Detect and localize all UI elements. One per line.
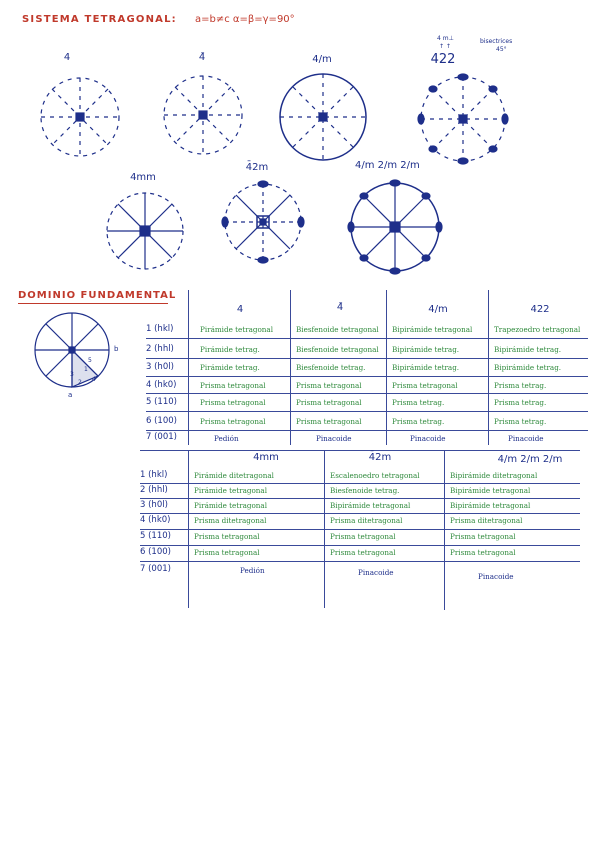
stereogram-4bar2m bbox=[222, 181, 304, 263]
table1-cell: Prisma tetrag. bbox=[494, 398, 547, 407]
group-label-4m: 4/m bbox=[312, 54, 332, 65]
section-title-underline bbox=[18, 303, 168, 304]
table1-cell: Prisma tetragonal bbox=[200, 381, 266, 390]
section-title-fundamental-domain: DOMINIO FUNDAMENTAL bbox=[18, 290, 177, 301]
table1-cell: Prisma tetragonal bbox=[200, 417, 266, 426]
table1-cell: Prisma tetrag. bbox=[392, 417, 445, 426]
table1-row-label: 4 (hk0) bbox=[146, 380, 177, 390]
group-label-4bar2m: 4̄2m bbox=[245, 162, 269, 173]
table1-header: 4̄ bbox=[336, 302, 344, 313]
table2-top-line bbox=[140, 450, 580, 451]
table1-cell: Bipirámide tetrag. bbox=[494, 363, 562, 372]
group-label-4mm: 4mm bbox=[130, 172, 156, 183]
table2-header: 4̄2m bbox=[368, 452, 392, 463]
table2-row-label: 7 (001) bbox=[140, 564, 171, 574]
table2-row-label: 6 (100) bbox=[140, 547, 171, 557]
table1-header: 4/m bbox=[428, 304, 448, 315]
svg-text:5: 5 bbox=[88, 357, 92, 364]
table1-row-line bbox=[146, 411, 588, 412]
table2-cell: Biesfenoide tetrag. bbox=[330, 486, 400, 495]
note-top: 4 m⊥ bbox=[437, 35, 454, 42]
table2-row-line bbox=[140, 545, 580, 546]
stereogram-422 bbox=[418, 74, 508, 164]
table2-row-line bbox=[140, 529, 580, 530]
table2-cell: Pirámide tetragonal bbox=[194, 486, 268, 495]
note-arrows: ↑ ↑ bbox=[439, 43, 451, 50]
table2-row-line bbox=[140, 561, 580, 562]
table1-row-line bbox=[146, 430, 588, 431]
group-label-422: 422 bbox=[430, 52, 456, 67]
note-45: 45° bbox=[496, 46, 507, 53]
crystal-conditions: a=b≠c α=β=γ=90° bbox=[195, 14, 295, 25]
table2-row-label: 5 (110) bbox=[140, 531, 171, 541]
stereogram-4m2m2m bbox=[348, 180, 442, 274]
table1-cell: Prisma tetragonal bbox=[200, 398, 266, 407]
table1-row-label: 7 (001) bbox=[146, 432, 177, 442]
table2-cell: Bipirámide ditetragonal bbox=[450, 471, 538, 480]
table2-cell: Bipirámide tetragonal bbox=[330, 501, 411, 510]
group-label-4m2m2m: 4/m 2/m 2/m bbox=[355, 160, 420, 171]
table2-row-label: 2 (hhl) bbox=[140, 485, 168, 495]
stereogram-4bar bbox=[164, 76, 242, 154]
table1-cell: Prisma tetragonal bbox=[296, 381, 362, 390]
table1-cell: Bipirámide tetrag. bbox=[392, 345, 460, 354]
table1-cell: Prisma tetrag. bbox=[392, 398, 445, 407]
table2-cell: Prisma tetragonal bbox=[450, 548, 516, 557]
table1-header: 422 bbox=[530, 304, 550, 315]
table2-cell: Prisma tetragonal bbox=[450, 532, 516, 541]
table1-cell: Prisma tetragonal bbox=[296, 417, 362, 426]
table1-row-label: 2 (hhl) bbox=[146, 344, 174, 354]
table1-cell: Pedión bbox=[214, 434, 239, 443]
table1-cell: Pirámide tetragonal bbox=[200, 325, 274, 334]
table1-row-line bbox=[146, 338, 588, 339]
table1-row-line bbox=[146, 358, 588, 359]
table1-cell: Pinacoide bbox=[410, 434, 446, 443]
table1-cell: Biesfenoide tetragonal bbox=[296, 345, 379, 354]
table1-divider bbox=[488, 290, 489, 445]
table2-header: 4/m 2/m 2/m bbox=[497, 454, 563, 465]
table2-row-label: 3 (h0l) bbox=[140, 500, 168, 510]
table1-cell: Pinacoide bbox=[508, 434, 544, 443]
table2-row-label: 4 (hk0) bbox=[140, 515, 171, 525]
table2-cell: Prisma tetragonal bbox=[330, 532, 396, 541]
svg-text:2: 2 bbox=[78, 379, 82, 386]
table2-cell: Pirámide tetragonal bbox=[194, 501, 268, 510]
table1-cell: Prisma tetragonal bbox=[392, 381, 458, 390]
table1-cell: Pirámide tetrag. bbox=[200, 363, 260, 372]
table1-row-line bbox=[146, 393, 588, 394]
table1-cell: Bipirámide tetrag. bbox=[392, 363, 460, 372]
table2-cell: Pedión bbox=[240, 566, 265, 575]
table2-row-line bbox=[140, 513, 580, 514]
stereogram-4mm bbox=[107, 193, 183, 269]
table2-cell: Prisma ditetragonal bbox=[450, 516, 523, 525]
table1-cell: Bipirámide tetragonal bbox=[392, 325, 473, 334]
table1-divider bbox=[386, 290, 387, 445]
table1-cell: Prisma tetrag. bbox=[494, 381, 547, 390]
table1-cell: Prisma tetrag. bbox=[494, 417, 547, 426]
table2-divider bbox=[444, 450, 445, 610]
table1-cell: Pinacoide bbox=[316, 434, 352, 443]
domain-label-b: b bbox=[114, 345, 119, 353]
table2-cell: Pinacoide bbox=[478, 572, 514, 581]
table1-row-line bbox=[146, 376, 588, 377]
table2-row-line bbox=[140, 483, 580, 484]
table2-cell: Pirámide ditetragonal bbox=[194, 471, 274, 480]
domain-label-a: a bbox=[68, 391, 73, 399]
svg-text:3: 3 bbox=[70, 371, 74, 378]
table1-divider bbox=[290, 290, 291, 445]
stereogram-4 bbox=[41, 78, 119, 156]
table2-cell: Prisma ditetragonal bbox=[330, 516, 403, 525]
svg-text:1: 1 bbox=[84, 366, 88, 373]
table2-row-label: 1 (hkl) bbox=[140, 470, 168, 480]
table2-cell: Bipirámide tetragonal bbox=[450, 501, 531, 510]
table1-cell: Biesfenoide tetrag. bbox=[296, 363, 366, 372]
svg-text:4: 4 bbox=[92, 376, 96, 383]
group-label-4bar: 4̄ bbox=[198, 52, 206, 63]
page-title: SISTEMA TETRAGONAL: bbox=[22, 14, 177, 25]
table2-header: 4mm bbox=[253, 452, 279, 463]
table1-divider bbox=[188, 290, 189, 445]
table1-cell: Prisma tetragonal bbox=[296, 398, 362, 407]
table2-cell: Pinacoide bbox=[358, 568, 394, 577]
table1-cell: Trapezoedro tetragonal bbox=[494, 325, 581, 334]
table1-header: 4 bbox=[236, 304, 244, 315]
table2-cell: Prisma tetragonal bbox=[194, 532, 260, 541]
group-label-4: 4 bbox=[63, 52, 71, 63]
table2-cell: Prisma tetragonal bbox=[194, 548, 260, 557]
table1-row-label: 3 (h0l) bbox=[146, 362, 174, 372]
table1-row-label: 1 (hkl) bbox=[146, 324, 174, 334]
table1-row-label: 6 (100) bbox=[146, 416, 177, 426]
table2-row-line bbox=[140, 498, 580, 499]
table1-row-label: 5 (110) bbox=[146, 397, 177, 407]
table1-cell: Bipirámide tetrag. bbox=[494, 345, 562, 354]
stereogram-4m bbox=[280, 74, 366, 160]
table2-cell: Bipirámide tetragonal bbox=[450, 486, 531, 495]
table2-cell: Escalenoedro tetragonal bbox=[330, 471, 420, 480]
note-bisectrices: bisectrices bbox=[480, 38, 513, 45]
table1-cell: Biesfenoide tetragonal bbox=[296, 325, 379, 334]
table2-cell: Prisma tetragonal bbox=[330, 548, 396, 557]
table2-cell: Prisma ditetragonal bbox=[194, 516, 267, 525]
table1-cell: Pirámide tetrag. bbox=[200, 345, 260, 354]
